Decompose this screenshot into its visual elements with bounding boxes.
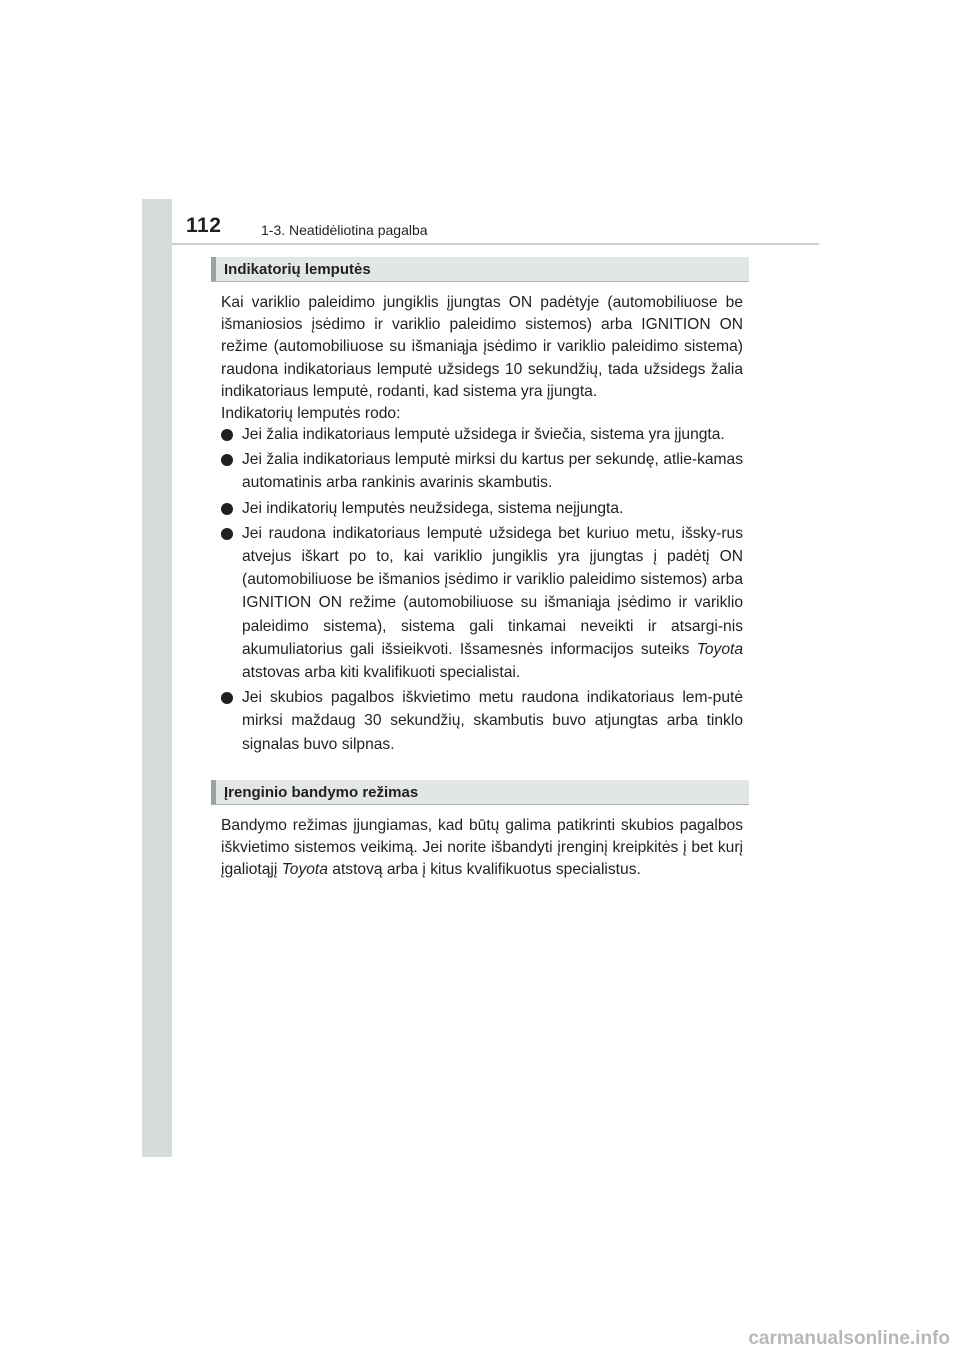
list-item [221,522,743,684]
list-item [221,448,743,494]
section-heading-bar [211,257,749,282]
lead-paragraph: Indikatorių lemputės rodo: [221,405,401,423]
list-item-text: Jei indikatorių lemputės neužsidega, sistema neįjungta. [242,499,624,517]
page-number: 112 [186,214,222,237]
test-mode-text: Bandymo režimas įjungiamas, kad būtų galima patikrinti skubios pagalbos iškvietimo sistemos veikimą. Jei norite išbandyti įrenginį kreipkitės į bet kurį įgaliotąjį [221,817,743,879]
list-item [221,686,743,756]
section-body [221,815,743,882]
brand-name: Toyota [696,640,743,658]
indicator-list [221,423,743,758]
list-item-text: atstovas arba kiti kvalifikuoti specialistai. [242,664,521,682]
chapter-title: 1-3. Neatidėliotina pagalba [261,222,428,238]
bullet-icon [221,503,233,515]
test-mode-text: atstovą arba į kitus kvalifikuotus specialistus. [327,861,641,879]
section-heading: Įrenginio bandymo režimas [224,784,419,801]
list-item [221,423,743,446]
list-item-text: Jei žalia indikatoriaus lemputė užsidega ir šviečia, sistema yra įjungta. [242,426,725,443]
list-item-text: Jei skubios pagalbos iškvietimo metu raudona indikatoriaus lem-putė mirksi maždaug 30 sekundžių, skambutis buvo atjungtas arba tinklo signalas buvo silpnas. [242,689,743,753]
section-accent [211,780,216,804]
list-item [221,497,743,520]
bullet-icon [221,692,233,704]
section-accent [211,257,216,281]
section-body [221,292,743,425]
intro-paragraph: Kai variklio paleidimo jungiklis įjungtas ON padėtyje (automobiliuose be išmaniosios įsėdimo ir variklio paleidimo sistemos) arba IGNITION ON režime (automobiliuose su išmaniąja įsėdimo ir variklio paleidimo sistema) raudona indikatoriaus lemputė užsidegs 10 sekundžių, tada užsidegs žalia indikatoriaus lemputė, rodanti, kad sistema yra įjungta. [221,294,743,400]
section-heading-bar [211,780,749,805]
bullet-icon [221,454,233,466]
header-rule [172,243,819,245]
list-item-text: Jei žalia indikatoriaus lemputė mirksi du kartus per sekundę, atlie-kamas automatinis arba rankinis avarinis skambutis. [242,451,743,492]
brand-name: Toyota [281,861,328,879]
list-item-text: Jei raudona indikatoriaus lemputė užsidega bet kuriuo metu, išsky-rus atvejus iškart po to, kai variklio jungiklis yra įjungtas į padėtį ON (automobiliuose be išmanios įsėdimo ir variklio paleidimo sistemos) arba IGNITION ON režime (automobiliuose su išmaniąja įsėdimo ir variklio paleidimo sistema), sistema gali tinkamai neveikti ir atsargi-nis akumuliatorius gali išsieikvoti. Išsamesnės informacijos suteiks [242,524,743,658]
bullet-icon [221,429,233,441]
side-band [142,199,172,1157]
watermark: carmanualsonline.info [748,1328,950,1349]
bullet-icon [221,528,233,540]
section-heading: Indikatorių lemputės [224,261,371,278]
